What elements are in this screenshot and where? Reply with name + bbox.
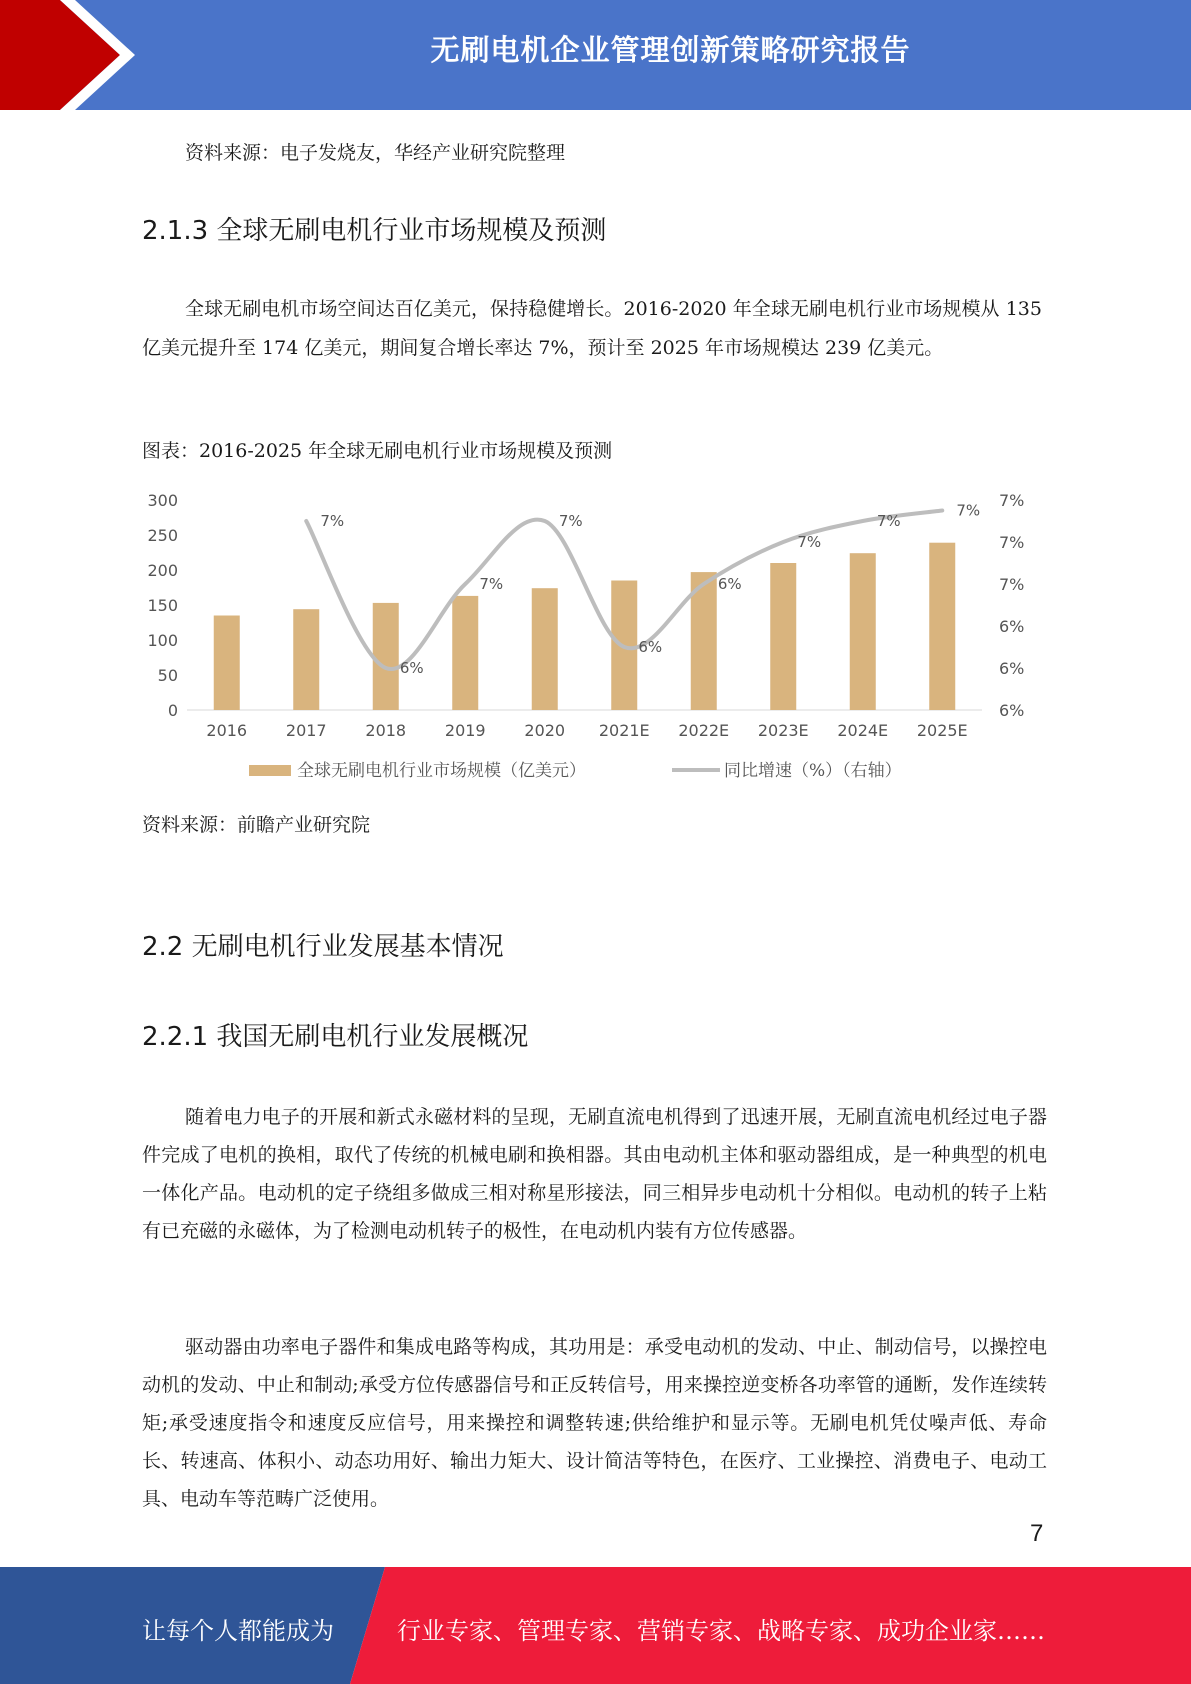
page-header <box>0 0 1191 110</box>
bar <box>373 603 399 710</box>
x-axis-tick-label: 2021E <box>598 721 650 740</box>
x-axis-tick-label: 2017 <box>285 721 327 740</box>
growth-data-label: 6% <box>638 638 663 656</box>
growth-data-label: 7% <box>479 575 504 593</box>
x-axis-tick-label: 2025E <box>916 721 968 740</box>
left-axis-tick-label: 100 <box>147 631 178 650</box>
paragraph-market-size: 全球无刷电机市场空间达百亿美元，保持稳健增长。2016-2020 年全球无刷电机行业市场规模从 135 亿美元提升至 174 亿美元，期间复合增长率达 7%，预计至 2025 年市场规模达 239 亿美元。 <box>142 298 1042 359</box>
bar <box>214 616 240 711</box>
growth-data-label: 7% <box>320 512 345 530</box>
left-axis-tick-label: 150 <box>147 596 178 615</box>
right-axis-tick-label: 7% <box>999 575 1025 594</box>
section-heading-2-2-1: 2.2.1 我国无刷电机行业发展概况 <box>142 1022 529 1052</box>
bar <box>770 563 796 710</box>
growth-data-label: 6% <box>717 575 742 593</box>
growth-data-label: 7% <box>558 512 583 530</box>
x-axis-tick-label: 2016 <box>206 721 248 740</box>
header-arrow-decoration <box>0 0 150 110</box>
bar <box>929 543 955 710</box>
left-axis-tick-label: 300 <box>147 491 178 510</box>
bar <box>293 609 319 710</box>
page-number: 7 <box>1030 1520 1044 1547</box>
legend-swatch-bar <box>249 765 291 776</box>
bar <box>452 596 478 710</box>
left-axis-tick-label: 50 <box>157 666 178 685</box>
legend-label-line: 同比增速（%）（右轴） <box>724 761 902 781</box>
x-axis-tick-label: 2019 <box>444 721 486 740</box>
page-footer <box>0 1567 1191 1684</box>
market-size-chart <box>142 478 1042 798</box>
paragraph-driver-description: 驱动器由功率电子器件和集成电路等构成，其功用是：承受电动机的发动、中止、制动信号，以操控电动机的发动、中止和制动;承受方位传感器信号和正反转信号，用来操控逆变桥各功率管的通断，发作连续转矩;承受速度指令和速度反应信号，用来操控和调整转速;供给维护和显示等。无刷电机凭仗噪声低、寿命长、转速高、体积小、动态功用好、输出力矩大、设计简洁等特色，在医疗、工业操控、消费电子、电动工具、电动车等范畴广泛使用。 <box>142 1336 1047 1510</box>
legend-label-bar: 全球无刷电机行业市场规模（亿美元） <box>297 761 586 781</box>
section-heading-2-2: 2.2 无刷电机行业发展基本情况 <box>142 932 504 962</box>
chart-svg <box>142 478 1042 798</box>
footer-slogan-left: 让每个人都能成为 <box>142 1617 334 1645</box>
right-axis-tick-label: 7% <box>999 533 1025 552</box>
bar <box>850 553 876 710</box>
growth-data-label: 7% <box>956 501 981 520</box>
chart-caption: 图表：2016-2025 年全球无刷电机行业市场规模及预测 <box>142 440 613 462</box>
right-axis-tick-label: 7% <box>999 491 1025 510</box>
x-axis-tick-label: 2020 <box>524 721 566 740</box>
growth-data-label: 6% <box>399 659 424 677</box>
paragraph-bldc-overview: 随着电力电子的开展和新式永磁材料的呈现，无刷直流电机得到了迅速开展，无刷直流电机经过电子器件完成了电机的换相，取代了传统的机械电刷和换相器。其由电动机主体和驱动器组成，是一种典型的机电一体化产品。电动机的定子绕组多做成三相对称星形接法，同三相异步电动机十分相似。电动机的转子上粘有已充磁的永磁体，为了检测电动机转子的极性，在电动机内装有方位传感器。 <box>142 1106 1047 1242</box>
left-axis-tick-label: 250 <box>147 526 178 545</box>
left-axis-tick-label: 0 <box>167 701 178 720</box>
right-axis-tick-label: 6% <box>999 659 1025 678</box>
report-title: 无刷电机企业管理创新策略研究报告 <box>430 33 911 67</box>
right-axis-tick-label: 6% <box>999 617 1025 636</box>
right-axis-tick-label: 6% <box>999 701 1025 720</box>
bar <box>532 588 558 710</box>
growth-data-label: 7% <box>797 533 822 551</box>
x-axis-tick-label: 2023E <box>757 721 809 740</box>
footer-slogan-right: 行业专家、管理专家、营销专家、战略专家、成功企业家…… <box>397 1617 1045 1645</box>
growth-data-label: 7% <box>876 512 901 530</box>
x-axis-tick-label: 2022E <box>678 721 730 740</box>
x-axis-tick-label: 2018 <box>365 721 407 740</box>
source-note-chart: 资料来源：前瞻产业研究院 <box>142 814 371 836</box>
left-axis-tick-label: 200 <box>147 561 178 580</box>
x-axis-tick-label: 2024E <box>837 721 889 740</box>
section-heading-2-1-3: 2.1.3 全球无刷电机行业市场规模及预测 <box>142 216 607 246</box>
source-note-top: 资料来源：电子发烧友，华经产业研究院整理 <box>185 142 566 164</box>
